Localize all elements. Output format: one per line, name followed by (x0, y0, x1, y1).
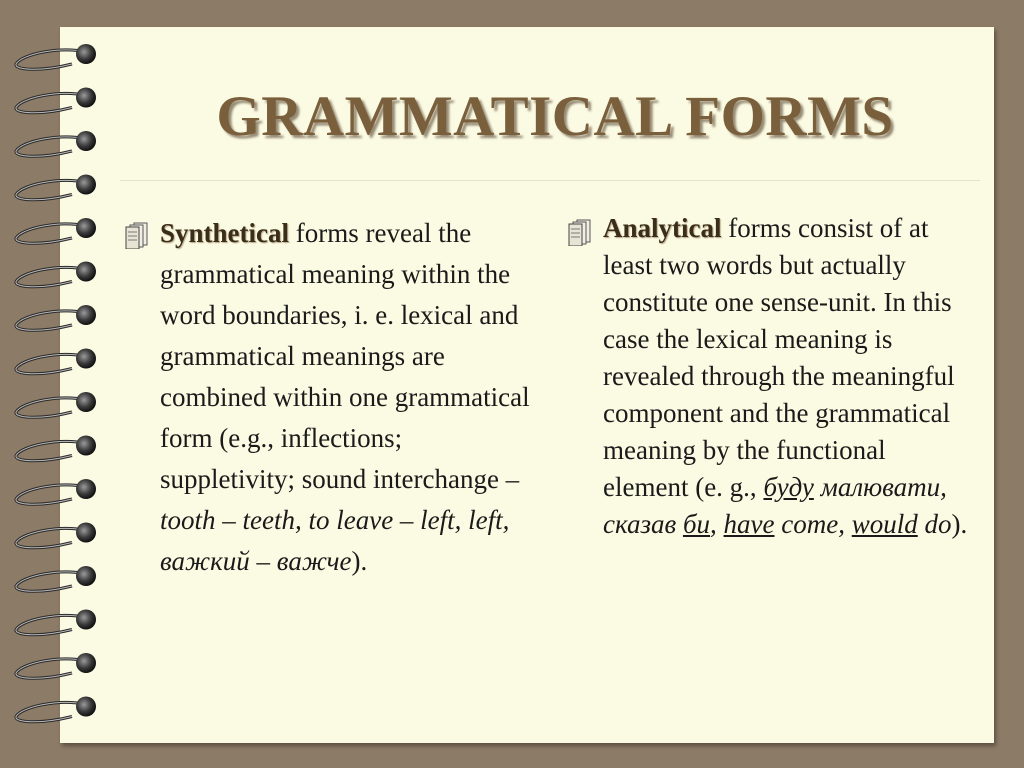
spiral-ring (16, 218, 96, 243)
spiral-ring (16, 653, 96, 678)
example-text-1: малювати, сказав (603, 472, 947, 539)
spiral-ring (16, 305, 96, 330)
spiral-ring (16, 697, 96, 722)
spiral-ring (16, 610, 96, 635)
analytical-description: forms consist of at least two words but actually constitute one sense-unit. In this case the lexical meaning is revealed through the meaningful component and the grammatical meaning by the functional element (e. g., (603, 213, 955, 502)
spiral-ring (16, 262, 96, 287)
spiral-ring (16, 523, 96, 548)
synthetical-description: forms reveal the grammatical meaning within the word boundaries, i. e. lexical and grammatical meanings are combined within one grammatical form (e.g., inflections; suppletivity; sound interchange – (160, 218, 530, 494)
spiral-ring (16, 392, 96, 417)
example-text-4: do (917, 509, 952, 539)
example-budu: буду (763, 472, 814, 502)
title-divider (120, 180, 980, 181)
example-have: have (723, 509, 775, 539)
page-title: GRAMMATICAL FORMS (216, 85, 894, 148)
synthetical-bullet (122, 213, 542, 582)
example-text-2: , (710, 509, 724, 539)
analytical-keyword: Analytical (603, 213, 722, 243)
synthetical-examples: tooth – teeth, to leave – left, left, важкий – важче (160, 505, 510, 576)
example-by: би (682, 509, 711, 539)
spiral-ring (16, 566, 96, 591)
synthetical-end: ). (351, 546, 368, 576)
example-text-3: come, (774, 509, 852, 539)
analytical-end: ). (951, 509, 968, 539)
spiral-ring (16, 436, 96, 461)
stacked-pages-icon (122, 221, 150, 249)
stacked-pages-icon (565, 218, 593, 246)
analytical-text (603, 210, 975, 543)
synthetical-text (160, 213, 542, 582)
spiral-ring (16, 44, 96, 69)
synthetical-keyword: Synthetical (160, 218, 290, 248)
example-would: would (851, 509, 918, 539)
spiral-ring (16, 175, 96, 200)
spiral-ring (16, 479, 96, 504)
spiral-ring (16, 349, 96, 374)
analytical-bullet (565, 210, 975, 543)
